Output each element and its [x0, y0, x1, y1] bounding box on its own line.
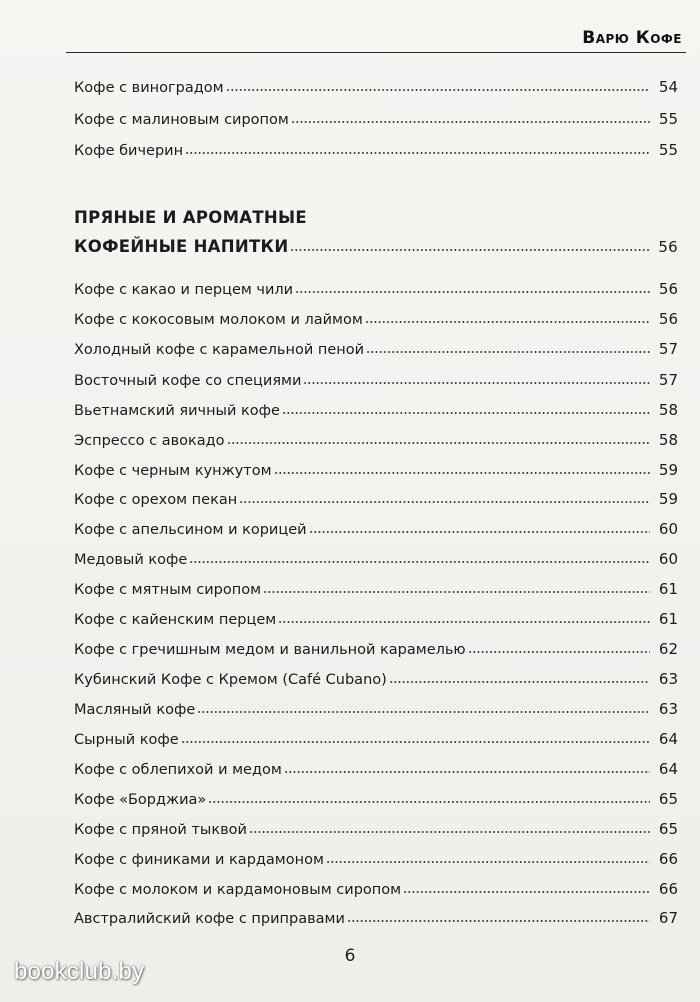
toc-entry-title: Кофе с какао и перцем чили — [74, 282, 294, 298]
toc-entry[interactable] — [74, 544, 678, 568]
toc-entry-title: Медовый кофе — [74, 552, 188, 568]
toc-entry[interactable] — [74, 754, 678, 778]
dot-leader — [189, 560, 650, 564]
toc-entry-page: 57 — [658, 340, 678, 358]
toc-entry-page: 66 — [658, 850, 678, 868]
toc-entry-title: Кофе с финиками и кардамоном — [74, 852, 324, 868]
dot-leader — [295, 290, 650, 294]
toc-entry-page: 65 — [658, 790, 678, 808]
toc-entry[interactable] — [74, 874, 678, 898]
dot-leader — [326, 860, 650, 864]
toc-entry-page: 65 — [658, 820, 678, 838]
dot-leader — [227, 441, 650, 445]
toc-entry-page: 61 — [658, 580, 678, 598]
toc-entry-page: 55 — [658, 110, 678, 128]
toc-entry-title: Кофе с орехом пекан — [74, 492, 238, 508]
toc-entry-page: 59 — [658, 461, 678, 479]
toc-entry-title: Сырный кофе — [74, 732, 179, 748]
toc-entry-page: 64 — [658, 760, 678, 778]
dot-leader — [290, 248, 650, 252]
toc-entry-title: Кофе с апельсином и корицей — [74, 522, 307, 538]
toc-entry-page: 62 — [658, 640, 678, 658]
toc-entry-title: Австралийский кофе с приправами — [74, 911, 345, 927]
toc-entry-title: Кофе «Борджиа» — [74, 792, 207, 808]
toc-entry[interactable] — [74, 664, 678, 688]
toc-entry[interactable] — [74, 604, 678, 628]
toc-entry-page: 58 — [658, 431, 678, 449]
dot-leader — [389, 680, 650, 684]
toc-entry[interactable] — [74, 365, 678, 389]
toc-entry[interactable] — [74, 135, 678, 159]
toc-entry[interactable] — [74, 724, 678, 748]
toc-entry[interactable] — [74, 514, 678, 538]
dot-leader — [239, 500, 650, 504]
toc-entry-page: 66 — [658, 880, 678, 898]
dot-leader — [185, 151, 650, 155]
dot-leader — [278, 620, 650, 624]
toc-entry-page: 56 — [658, 310, 678, 328]
section-title-line2-row — [74, 232, 678, 256]
site-watermark: bookclub.by — [14, 958, 145, 985]
toc-entry-title: Вьетнамский яичный кофе — [74, 403, 280, 419]
dot-leader — [309, 530, 650, 534]
toc-entry-title: Восточный кофе со специями — [74, 373, 302, 389]
section-title-line2: КОФЕЙНЫЕ НАПИТКИ — [74, 237, 289, 256]
toc-entry-page: 67 — [658, 909, 678, 927]
dot-leader — [274, 471, 650, 475]
toc-entry-title: Кофе с кайенским перцем — [74, 612, 277, 628]
toc-entry-title: Кофе с черным кунжутом — [74, 463, 272, 479]
toc-entry-title: Кофе с мятным сиропом — [74, 582, 262, 598]
toc-entry[interactable] — [74, 395, 678, 419]
toc-entry[interactable] — [74, 784, 678, 808]
toc-entry[interactable] — [74, 634, 678, 658]
running-header — [66, 20, 686, 53]
toc-entry[interactable] — [74, 304, 678, 328]
toc-entry-page: 60 — [658, 520, 678, 538]
dot-leader — [347, 919, 650, 923]
toc-entry-page: 63 — [658, 670, 678, 688]
dot-leader — [468, 650, 650, 654]
dot-leader — [226, 88, 650, 92]
toc-entry-title: Кофе с виноградом — [74, 80, 224, 96]
toc-entry-title: Эспрессо с авокадо — [74, 433, 225, 449]
toc-entry-page: 58 — [658, 401, 678, 419]
toc-entry[interactable] — [74, 104, 678, 128]
dot-leader — [197, 710, 650, 714]
dot-leader — [365, 320, 650, 324]
toc-entry-page: 63 — [658, 700, 678, 718]
toc-entry-title: Масляный кофе — [74, 702, 196, 718]
toc-entry[interactable] — [74, 844, 678, 868]
toc-entry-page: 54 — [658, 78, 678, 96]
dot-leader — [208, 800, 650, 804]
toc-entry-title: Кофе с облепихой и медом — [74, 762, 282, 778]
section-heading[interactable] — [74, 208, 678, 256]
dot-leader — [403, 890, 650, 894]
toc-entry[interactable] — [74, 334, 678, 358]
toc-entry-page: 60 — [658, 550, 678, 568]
toc-entry-title: Кофе с гречишным медом и ванильной карамелью — [74, 642, 466, 658]
toc-entry[interactable] — [74, 425, 678, 449]
dot-leader — [282, 411, 650, 415]
toc-entry[interactable] — [74, 484, 678, 508]
toc-entry[interactable] — [74, 694, 678, 718]
dot-leader — [181, 740, 650, 744]
dot-leader — [291, 120, 650, 124]
toc-entry-title: Кофе с молоком и кардамоновым сиропом — [74, 882, 402, 898]
dot-leader — [249, 830, 650, 834]
toc-entry[interactable] — [74, 274, 678, 298]
toc-entry-title: Кофе с малиновым сиропом — [74, 112, 289, 128]
toc-entry-title: Кофе бичерин — [74, 143, 184, 159]
toc-entry-page: 61 — [658, 610, 678, 628]
dot-leader — [284, 770, 650, 774]
header-title: Варю Кофе — [582, 28, 682, 48]
dot-leader — [263, 590, 650, 594]
toc-entry[interactable] — [74, 574, 678, 598]
toc-entry-page: 59 — [658, 490, 678, 508]
section-title-line1: ПРЯНЫЕ И АРОМАТНЫЕ — [74, 208, 307, 227]
dot-leader — [303, 381, 650, 385]
toc-entry-page: 55 — [658, 141, 678, 159]
toc-entry-title: Кофе с пряной тыквой — [74, 822, 247, 838]
toc-entry[interactable] — [74, 903, 678, 927]
page-number: 6 — [344, 946, 356, 966]
toc-entry[interactable] — [74, 814, 678, 838]
toc-entry-page: 56 — [658, 280, 678, 298]
toc-entry-title: Кофе с кокосовым молоком и лаймом — [74, 312, 363, 328]
section-page: 56 — [658, 238, 678, 256]
toc-entry-title: Холодный кофе с карамельной пеной — [74, 342, 365, 358]
toc-entry-page: 57 — [658, 371, 678, 389]
toc-entry[interactable] — [74, 455, 678, 479]
toc-entry[interactable] — [74, 72, 678, 96]
dot-leader — [366, 350, 650, 354]
toc-entry-title: Кубинский Кофе с Кремом (Café Cubano) — [74, 672, 387, 688]
toc-entry-page: 64 — [658, 730, 678, 748]
